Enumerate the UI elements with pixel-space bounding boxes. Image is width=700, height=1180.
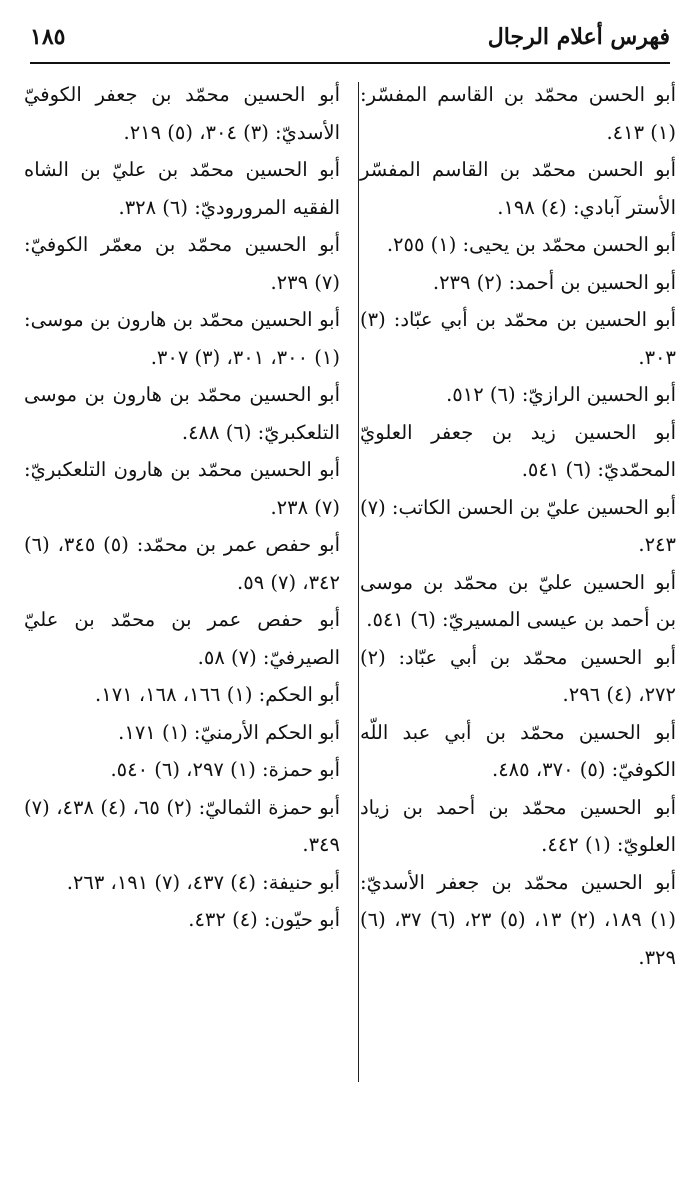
index-entry: أبو حيّون: (٤) ٤٣٢. bbox=[188, 908, 340, 931]
right-column bbox=[360, 76, 676, 976]
index-entry: أبو الحسن محمّد بن القاسم المفسّر: (١) ٤١٣. bbox=[360, 83, 676, 144]
column-divider bbox=[358, 82, 359, 1082]
index-entry: أبو الحسين محمّد بن هارون التلعكبريّ: (٧) ٢٣٨. bbox=[24, 458, 340, 519]
index-entry: أبو الحكم: (١) ١٦٦، ١٦٨، ١٧١. bbox=[95, 683, 340, 706]
index-entry: أبو حمزة الثماليّ: (٢) ٦٥، (٤) ٤٣٨، (٧) ٣٤٩. bbox=[24, 795, 341, 856]
index-entry: أبو حفص عمر بن محمّد: (٥) ٣٤٥، (٦) ٣٤٢، (٧) ٥٩. bbox=[24, 533, 340, 594]
index-entry: أبو الحسين محمّد بن أبي عبّاد: (٢) ٢٧٢، (٤) ٢٩٦. bbox=[360, 645, 676, 706]
index-columns bbox=[24, 76, 676, 1136]
index-entry: أبو الحكم الأرمنيّ: (١) ١٧١. bbox=[118, 720, 340, 744]
index-entry: أبو الحسين محمّد بن عليّ بن الشاه الفقيه المروروديّ: (٦) ٣٢٨. bbox=[24, 158, 340, 219]
index-entry: أبو الحسين عليّ بن محمّد بن موسى بن أحمد بن عيسى المسيريّ: (٦) ٥٤١. bbox=[360, 570, 676, 631]
index-entry: أبو الحسين الرازيّ: (٦) ٥١٢. bbox=[446, 383, 676, 406]
index-entry: أبو الحسين محمّد بن أبي عبد اللّه الكوفيّ: (٥) ٣٧٠، ٤٨٥. bbox=[360, 720, 676, 781]
index-entry: أبو الحسين محمّد بن هارون بن موسى: (١) ٣٠٠، ٣٠١، (٣) ٣٠٧. bbox=[24, 308, 340, 369]
index-entry: أبو الحسين بن محمّد بن أبي عبّاد: (٣) ٣٠٣. bbox=[360, 308, 676, 369]
index-entry: أبو الحسين عليّ بن الحسن الكاتب: (٧) ٢٤٣. bbox=[360, 495, 676, 556]
index-entry: أبو حفص عمر بن محمّد بن عليّ الصيرفيّ: (٧) ٥٨. bbox=[24, 608, 340, 669]
index-entry: أبو الحسن محمّد بن يحيى: (١) ٢٥٥. bbox=[386, 233, 676, 256]
index-entry: أبو الحسين محمّد بن هارون بن موسى التلعكبريّ: (٦) ٤٨٨. bbox=[24, 383, 340, 444]
index-entry: أبو الحسين بن أحمد: (٢) ٢٣٩. bbox=[432, 270, 676, 294]
index-entry: أبو الحسين محمّد بن معمّر الكوفيّ: (٧) ٢٣٩. bbox=[24, 233, 340, 294]
index-entry: أبو الحسن محمّد بن القاسم المفسّر الأستر آبادي: (٤) ١٩٨. bbox=[360, 158, 676, 219]
page-header bbox=[30, 22, 670, 60]
header-rule bbox=[30, 62, 670, 64]
index-entry: أبو الحسين محمّد بن جعفر الكوفيّ الأسديّ: (٣) ٣٠٤، (٥) ٢١٩. bbox=[24, 83, 340, 144]
left-column bbox=[24, 76, 340, 939]
index-entry: أبو الحسين محمّد بن جعفر الأسديّ: (١) ١٨٩، (٢) ١٣، (٥) ٢٣، (٦) ٣٧، (٦) ٣٢٩. bbox=[360, 870, 676, 969]
page-number: ١٨٥ bbox=[30, 24, 66, 50]
index-entry: أبو الحسين زيد بن جعفر العلويّ المحمّديّ: (٦) ٥٤١. bbox=[360, 420, 676, 481]
page-title: فهرس أعلام الرجال bbox=[487, 24, 670, 50]
index-entry: أبو حنيفة: (٤) ٤٣٧، (٧) ١٩١، ٢٦٣. bbox=[66, 870, 340, 894]
index-entry: أبو الحسين محمّد بن أحمد بن زياد العلويّ: (١) ٤٤٢. bbox=[360, 795, 676, 856]
index-entry: أبو حمزة: (١) ٢٩٧، (٦) ٥٤٠. bbox=[110, 758, 340, 781]
